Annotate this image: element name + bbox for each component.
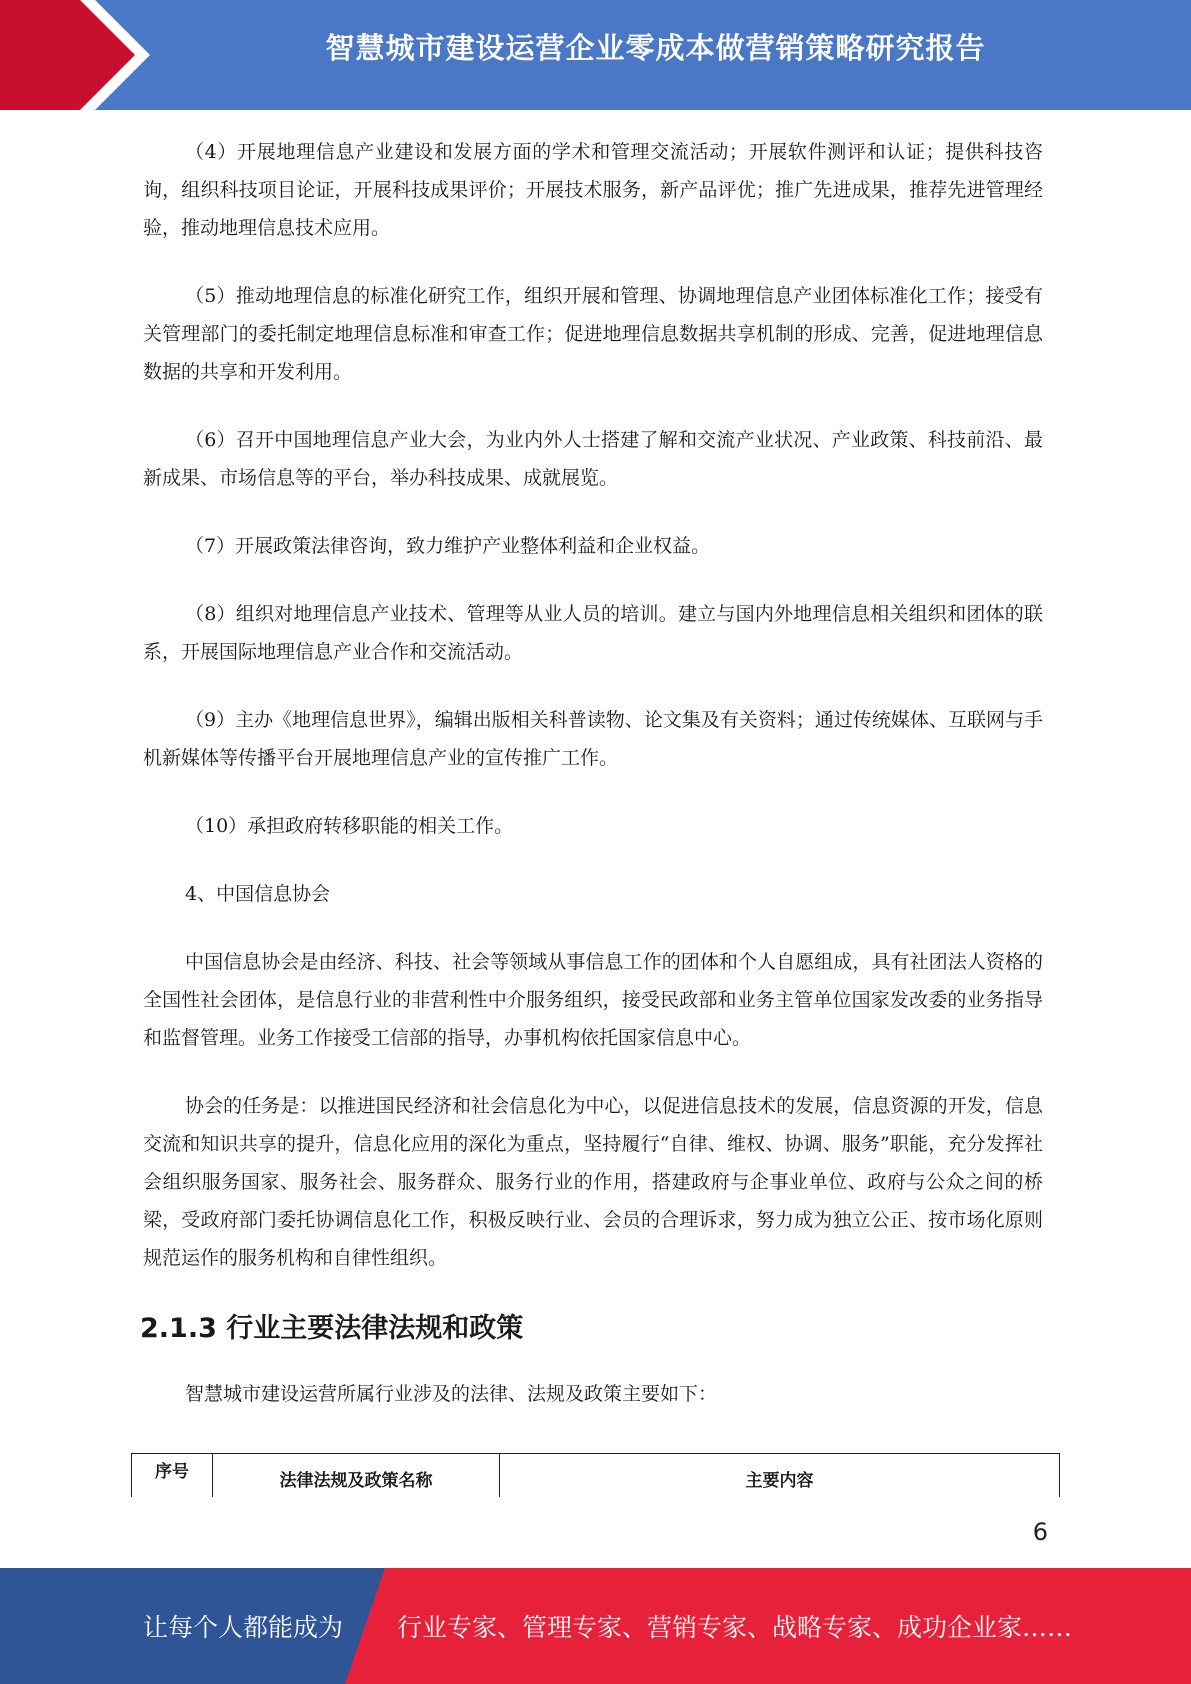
header-cell-number: 序号 [132,1454,213,1498]
header-banner [0,0,1191,110]
header-cell-name: 法律法规及政策名称 [213,1454,500,1498]
section-intro: 智慧城市建设运营所属行业涉及的法律、法规及政策主要如下： [185,1383,718,1405]
paragraph-association-intro: 中国信息协会是由经济、科技、社会等领域从事信息工作的团体和个人自愿组成，具有社团法人资格的全国性社会团体，是信息行业的非营利性中介服务组织，接受民政部和业务主管单位国家发改委的业务指导和监督管理。业务工作接受工信部的指导，办事机构依托国家信息中心。 [143,951,1043,1049]
document-body [140,133,1043,1443]
paragraph-item-10: （10）承担政府转移职能的相关工作。 [185,815,514,837]
paragraph-association-tasks: 协会的任务是：以推进国民经济和社会信息化为中心，以促进信息技术的发展，信息资源的开发，信息交流和知识共享的提升，信息化应用的深化为重点，坚持履行“自律、维权、协调、服务”职能，充分发挥社会组织服务国家、服务社会、服务群众、服务行业的作用，搭建政府与企事业单位、政府与公众之间的桥梁，受政府部门委托协调信息化工作，积极反映行业、会员的合理诉求，努力成为独立公正、按市场化原则规范运作的服务机构和自律性组织。 [143,1095,1043,1269]
footer-banner [0,1568,1191,1684]
paragraph-item-8: （8）组织对地理信息产业技术、管理等从业人员的培训。建立与国内外地理信息相关组织和团体的联系，开展国际地理信息产业合作和交流活动。 [143,603,1043,663]
paragraph-item-5: （5）推动地理信息的标准化研究工作，组织开展和管理、协调地理信息产业团体标准化工作；接受有关管理部门的委托制定地理信息标准和审查工作；促进地理信息数据共享机制的形成、完善，促进地理信息数据的共享和开发利用。 [143,285,1043,383]
header-title: 智慧城市建设运营企业零成本做营销策略研究报告 [325,31,986,65]
paragraph-item-4: （4）开展地理信息产业建设和发展方面的学术和管理交流活动；开展软件测评和认证；提供科技咨询，组织科技项目论证，开展科技成果评价；开展技术服务，新产品评优；推广先进成果，推荐先进管理经验，推动地理信息技术应用。 [143,141,1043,239]
page-number: 6 [1032,1518,1048,1546]
header-cell-content: 主要内容 [500,1454,1060,1498]
paragraph-item-6: （6）召开中国地理信息产业大会，为业内外人士搭建了解和交流产业状况、产业政策、科技前沿、最新成果、市场信息等的平台，举办科技成果、成就展览。 [143,429,1043,489]
footer-slogan-left: 让每个人都能成为 [143,1613,344,1642]
section-heading: 2.1.3 行业主要法律法规和政策 [140,1313,524,1344]
footer-slogan-right: 行业专家、管理专家、营销专家、战略专家、成功企业家…… [397,1613,1073,1642]
subsection-title: 4、中国信息协会 [185,883,331,905]
paragraph-item-9: （9）主办《地理信息世界》，编辑出版相关科普读物、论文集及有关资料；通过传统媒体、互联网与手机新媒体等传播平台开展地理信息产业的宣传推广工作。 [143,709,1043,769]
table-header-row [132,1454,1060,1498]
regulations-table [131,1453,1060,1497]
paragraph-item-7: （7）开展政策法律咨询，致力维护产业整体利益和企业权益。 [185,535,711,557]
